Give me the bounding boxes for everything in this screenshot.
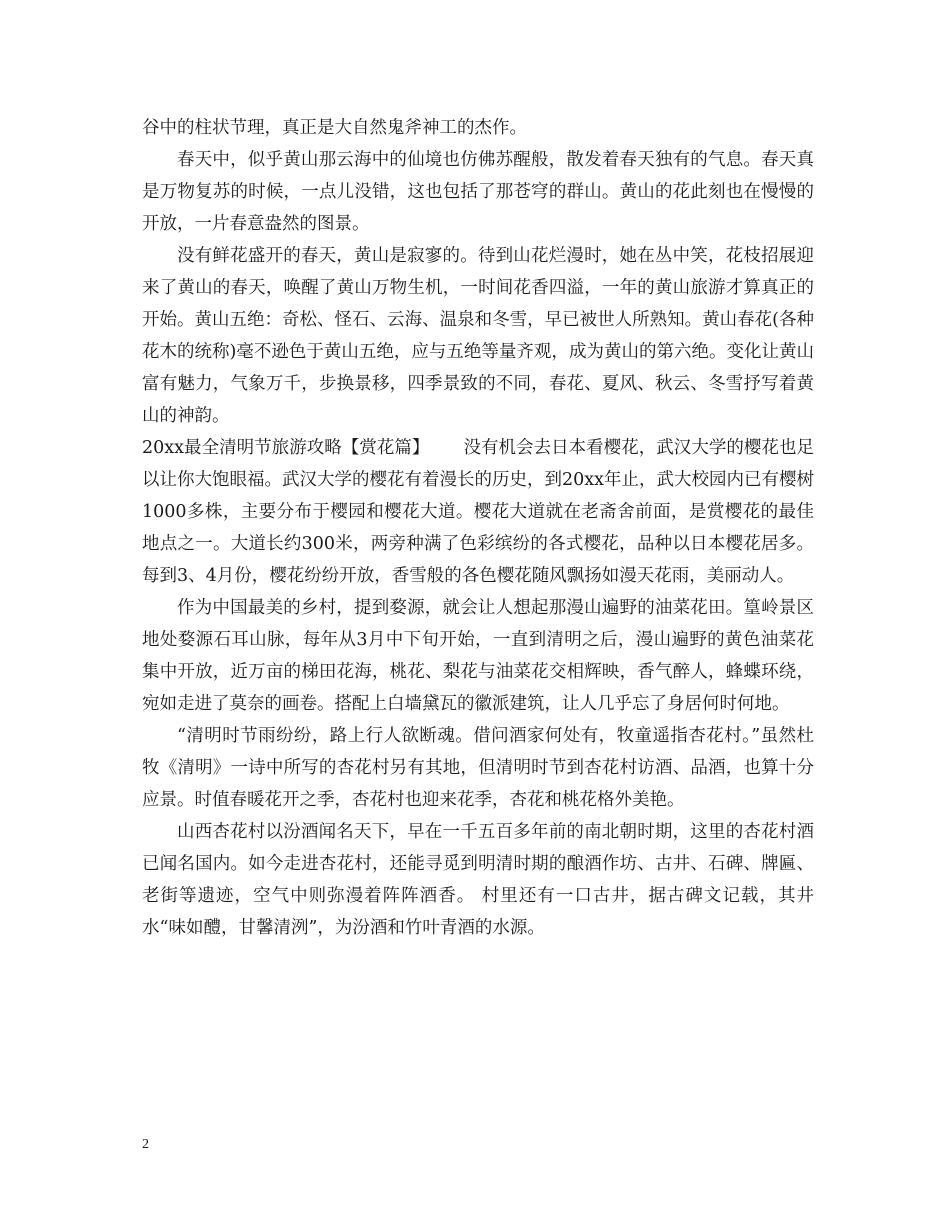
page-number: 2 bbox=[142, 1137, 149, 1152]
paragraph-5: 作为中国最美的乡村，提到婺源，就会让人想起那漫山遍野的油菜花田。篁岭景区地处婺源石耳山脉，每年从3月中下旬开始，一直到清明之后，漫山遍野的黄色油菜花集中开放，近万亩的梯田花海，桃花、梨花与油菜花交相辉映，香气醉人，蜂蝶环绕，宛如走进了莫奈的画卷。搭配上白墙黛瓦的徽派建筑，让人几乎忘了身居何时何地。 bbox=[142, 598, 814, 714]
paragraph-7: 山西杏花村以汾酒闻名天下，早在一千五百多年前的南北朝时期，这里的杏花村酒已闻名国内。如今走进杏花村，还能寻觅到明清时期的酿酒作坊、古井、石碑、牌匾、老街等遗迹，空气中则弥漫着阵阵酒香。 村里还有一口古井，据古碑文记载，其井水“味如醴，甘馨清洌”，为汾酒和竹叶青酒的水源。 bbox=[142, 822, 814, 938]
document-body bbox=[142, 112, 814, 944]
paragraph-2: 春天中，似乎黄山那云海中的仙境也仿佛苏醒般，散发着春天独有的气息。春天真是万物复苏的时候，一点儿没错，这也包括了那苍穹的群山。黄山的花此刻也在慢慢的开放，一片春意盎然的图景。 bbox=[142, 150, 814, 234]
paragraph-6: “清明时节雨纷纷，路上行人欲断魂。借问酒家何处有，牧童遥指杏花村。”虽然杜牧《清明》一诗中所写的杏花村另有其地，但清明时节到杏花村访酒、品酒，也算十分应景。时值春暖花开之季，杏花村也迎来花季，杏花和桃花格外美艳。 bbox=[142, 726, 814, 810]
section-heading: 20xx最全清明节旅游攻略【赏花篇】 bbox=[142, 438, 430, 458]
paragraph-3: 没有鲜花盛开的春天，黄山是寂寥的。待到山花烂漫时，她在丛中笑，花枝招展迎来了黄山的春天，唤醒了黄山万物生机，一时间花香四溢，一年的黄山旅游才算真正的开始。黄山五绝：奇松、怪石、云海、温泉和冬雪，早已被世人所熟知。黄山春花(各种花木的统称)毫不逊色于黄山五绝，应与五绝等量齐观，成为黄山的第六绝。变化让黄山富有魅力，气象万千，步换景移，四季景致的不同，春花、夏风、秋云、冬雪抒写着黄山的神韵。 bbox=[142, 246, 814, 426]
section-text: 没有机会去日本看樱花，武汉大学的樱花也足以让你大饱眼福。武汉大学的樱花有着漫长的历史，到20xx年止，武大校园内已有樱树1000多株，主要分布于樱园和樱花大道。樱花大道就在老斋舍前面，是赏樱花的最佳地点之一。大道长约300米，两旁种满了色彩缤纷的各式樱花，品种以日本樱花居多。每到3、4月份，樱花纷纷开放，香雪般的各色樱花随风飘扬如漫天花雨，美丽动人。 bbox=[142, 438, 815, 586]
paragraph-1: 谷中的柱状节理，真正是大自然鬼斧神工的杰作。 bbox=[142, 118, 527, 138]
section-paragraph bbox=[142, 432, 814, 592]
